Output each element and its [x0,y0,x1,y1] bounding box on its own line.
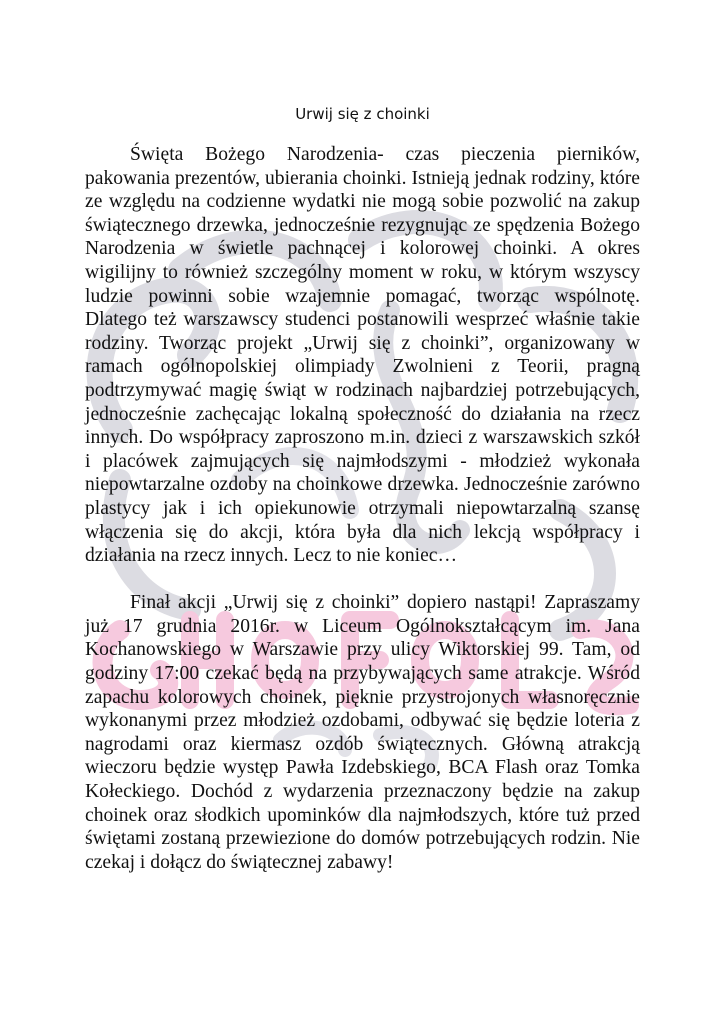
paragraph-2: Finał akcji „Urwij się z choinki” dopiero nastąpi! Zapraszamy już 17 grudnia 2016r. w Liceum Ogólnokształcącym im. Jana Kochanowskiego w Warszawie przy ulicy Wiktorskiej 99. Tam, od godziny 17:00 czekać będą na przybywających same atrakcje. Wśród zapachu kolorowych choinek, pięknie przystrojonych własnoręcznie wykonanymi przez młodzież ozdobami, odbywać się będzie loteria z nagrodami oraz kiermasz ozdób świątecznych. Główną atrakcją wieczoru będzie występ Pawła Izdebskiego, BCA Flash oraz Tomka Kołeckiego. Dochód z wydarzenia przeznaczony będzie na zakup choinek oraz słodkich upominków dla najmłodszych, które tuż przed świętami zostaną przewiezione do domów potrzebujących rodzin. Nie czekaj i dołącz do świątecznej zabawy! [85,592,640,873]
document-title: Urwij się z choinki [295,105,430,123]
paragraph-1: Święta Bożego Narodzenia- czas pieczenia pierników, pakowania prezentów, ubierania choinki. Istnieją jednak rodziny, które ze względu na codzienne wydatki nie mogą sobie pozwolić na zakup świątecznego drzewka, jednocześnie rezygnując ze spędzenia Bożego Narodzenia w świetle pachnącej i kolorowej choinki. A okres wigilijny to również szczególny moment w roku, w którym wszyscy ludzie powinni sobie wzajemnie pomagać, tworząc wspólnotę. Dlatego też warszawscy studenci postanowili wesprzeć właśnie takie rodziny. Tworząc projekt „Urwij się z choinki”, organizowany w ramach ogólnopolskiej olimpiady Zwolnieni z Teorii, pragną podtrzymywać magię świąt w rodzinach najbardziej potrzebujących, jednocześnie zachęcając lokalną społeczność do działania na rzecz innych. Do współpracy zaproszono m.in. dzieci z warszawskich szkół i placówek zajmujących się najmłodszymi - młodzież wykonała niepowtarzalne ozdoby na choinkowe drzewka. Jednocześnie zarówno plastycy jak i ich opiekunowie otrzymali niepowtarzalną szansę włączenia się do akcji, która była dla nich lekcją współpracy i działania na rzecz innych. Lecz to nie koniec… [85,144,640,567]
document-body [85,143,640,874]
